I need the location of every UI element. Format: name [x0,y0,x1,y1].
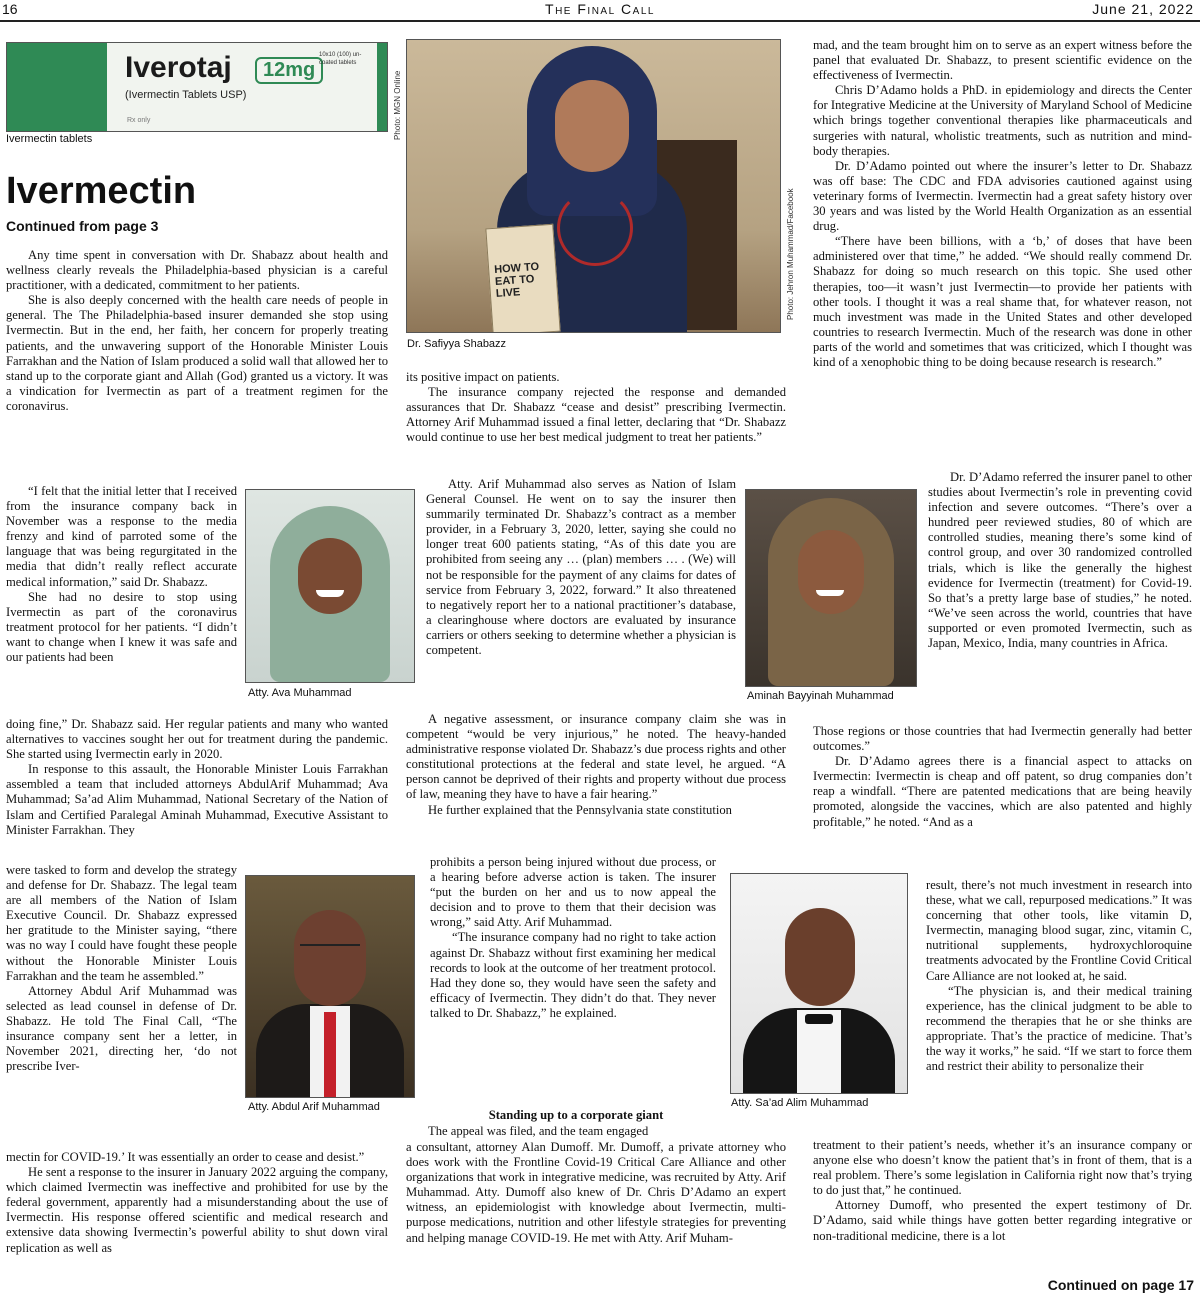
face [298,538,362,614]
paragraph: The appeal was filed, and the team engaged [428,1124,649,1138]
article-column-2-mid [406,712,786,818]
ivermectin-tablets-photo [6,42,388,132]
ava-muhammad-photo [245,489,415,683]
paragraph: a consultant, attorney Alan Dumoff. Mr. Dumoff, a private attorney who does work with the Frontline Covid-19 Critical Care Alliance and other organizations that work in integrative medicine, was recruited by Atty. Arif Muhammad. Atty. Dumoff also knew of Dr. Chris D’Adamo an expert witness, an epidemiologist with knowledge about Ivermectin, multi-purpose medications, nutrition and other lifestyle strategies for preventing and helping manage COVID-19. He met with Atty. Arif Muham- [406,1140,786,1245]
paragraph: Dr. D’Adamo referred the insurer panel to other studies about Ivermectin’s role in preventing covid infection and severe outcomes. “There’s over a hundred peer reviewed studies, 80 of which are controlled studies, meaning there’s some kind of control group, and over 30 randomized controlled trials, which is like the generally the highest evidence for Ivermectin (treatment) for Covid-19. So that’s a pretty large base of studies,” he noted. “We’ve seen across the world, countries that have supported or even promoted Ivermectin, such as Japan, Mexico, India, many countries in Africa. [928,470,1192,651]
headline: Ivermectin [6,170,197,212]
article-column-3-wrap-b [926,878,1192,1074]
pack-stripe [377,43,387,131]
face [785,908,855,1006]
paragraph: Attorney Dumoff, who presented the expert testimony of Dr. D’Adamo, said while things have gotten better regarding integrative or non-traditional medicine, there is a lot [813,1198,1192,1243]
paragraph: “The insurance company had no right to take action against Dr. Shabazz without first examining her medical records to look at the outcome of her treatment protocol. Had they done so, they would have seen the safety and efficacy of Ivermectin. They didn’t do that. They never talked to Dr. Shabazz,” he explained. [430,930,716,1020]
article-column-3-wrap-a [928,470,1192,651]
pack-count: 10x10 (100) un-coated tablets [319,52,362,66]
paragraph: The insurance company rejected the response and demanded assurances that Dr. Shabazz “cease and desist” prescribing Ivermectin. Attorney Arif Muhammad issued a final letter, declaring that “Dr. Shabazz would continue to use her best medical judgment to treat her patients.” [406,385,786,445]
dose-badge: 12mg [255,57,323,84]
tablets-photo-credit: Photo: MGN Online [393,70,402,140]
shabazz-caption: Dr. Safiyya Shabazz [407,338,507,350]
paragraph: She is also deeply concerned with the health care needs of people in general. The The Philadelphia-based insurer demanded she stop using Ivermectin. But in the end, her faith, her concern for properly treating patients, and the unwavering support of the Honorable Minister Louis Farrakhan and the Nation of Islam produced a solid wall that allowed her to stand up to the corporate giant and Allah (God) granted us a victory. It was a vindication for Ivermectin as part of a treatment regimen for the coronavirus. [6,293,388,413]
paragraph: Chris D’Adamo holds a PhD. in epidemiology and directs the Center for Integrative Medicine at the University of Maryland School of Medicine which brings together conventional therapies like pharmaceuticals and surgeries with natural, wholistic treatments, such as nutrition and mind-body therapies. [813,83,1192,158]
article-column-1-wrap-b [6,863,237,1074]
continued-on: Continued on page 17 [1047,1277,1194,1293]
paragraph: doing fine,” Dr. Shabazz said. Her regular patients and many who wanted alternatives to vaccines sought her out for treatment during the pandemic. She started using Ivermectin early in 2020. [6,717,388,762]
article-column-3-top [813,38,1192,370]
paragraph: “There have been billions, with a ‘b,’ of doses that have been administered over that time,” he added. “We should really commend Dr. Shabazz for doing so much research on this topic. She used other therapies, too—it wasn’t just Ivermectin—to provide her patients with other tools. I thought it was a real shame that, for whatever reason, not much investment was made in the United States and other developed countries to research Ivermectin. Much of the research was done in other parts of the world and sometimes that was criticized, which I thought was kind of a xenophobic thing to be doing because research is research.” [813,234,1192,369]
saad-caption: Atty. Sa’ad Alim Muhammad [731,1097,869,1109]
article-column-3-bottom [813,1138,1192,1244]
paragraph: its positive impact on patients. [406,370,560,384]
face [294,910,366,1006]
paragraph: treatment to their patient’s needs, whether it’s an insurance company or anyone else who doesn’t know the patient that’s in front of them, that is a real problem. There’s some legislation in California right now that’s trying to do just that,” he continued. [813,1138,1192,1198]
paragraph: In response to this assault, the Honorable Minister Louis Farrakhan assembled a team that included attorneys AbdulArif Muhammad; Ava Muhammad; Sa’ad Alim Muhammad, National Secretary of the Nation of Islam and Certified Paralegal Aminah Muhammad, Executive Assistant to Minister Farrakhan. They [6,762,388,837]
article-column-1-bottom [6,1150,388,1256]
paragraph: Those regions or those countries that had Ivermectin generally had better outcomes.” [813,724,1192,754]
product-name: (Ivermectin Tablets USP) [125,89,247,101]
article-column-3-mid [813,724,1192,830]
continued-from: Continued from page 3 [6,218,159,234]
abdul-arif-muhammad-photo [245,875,415,1098]
face [798,530,864,614]
smile [316,590,344,597]
paragraph: prohibits a person being injured without due process, or a hearing before adverse action is taken. The insurer “put the burden on her and us to now appeal the decision and to prove to them that their decision was wrong,” said Atty. Arif Muhammad. [430,855,716,930]
paragraph: Dr. D’Adamo pointed out where the insurer’s letter to Dr. Shabazz was off base: The CDC and FDA advisories cautioned against using veterinary forms of Ivermectin. Ivermectin had a great safety history over 30 years and was listed by the World Health Organization as an essential drug. [813,158,1192,234]
brand-name: Iverotaj [125,51,232,84]
publication-name: The Final Call [545,1,655,17]
article-column-2-bottom [406,1140,786,1246]
article-column-1-mid [6,717,388,838]
issue-date: June 21, 2022 [1092,1,1194,17]
ava-caption: Atty. Ava Muhammad [248,687,352,699]
article-column-1-top [6,248,388,414]
stethoscope [557,190,633,266]
paragraph: mad, and the team brought him on to serve as an expert witness before the panel that evaluated Dr. Shabazz, to present scientific evidence on the effectiveness of Ivermectin. [813,38,1192,83]
article-column-2-wrap-a [426,477,736,658]
article-column-2-top [406,370,786,445]
aminah-muhammad-photo [745,489,917,687]
paragraph: were tasked to form and develop the strategy and defense for Dr. Shabazz. The legal team are all members of the Nation of Islam Executive Council. Dr. Shabazz expressed her gratitude to the Minister saying, “there was no way I could have fought these people without the Honorable Minister Louis Farrakhan and the team he assembled.” [6,863,237,983]
smile [816,590,844,596]
subhead: Standing up to a corporate giant [488,1108,664,1122]
article-column-2-bottom-a [406,1124,726,1139]
bow-tie [805,1014,833,1024]
saad-alim-muhammad-photo [730,873,908,1094]
paragraph: She had no desire to stop using Ivermectin as part of the coronavirus treatment protocol for her patients. “I didn’t want to change when I knew it was safe and our patients had been [6,589,237,665]
abdul-caption: Atty. Abdul Arif Muhammad [248,1101,380,1113]
paragraph: “The physician is, and their medical training experience, has the clinical judgment to be able to recommend the therapies that he or she thinks are appropriate. That’s the practice of medicine. That’s the way it works,” he said. “If we start to force them and restrict their ability to personalize their [926,983,1192,1074]
paragraph: Any time spent in conversation with Dr. Shabazz about health and wellness clearly reveals the Philadelphia-based physician is a careful practitioner, with a dedicated, commitment to her patients. [6,248,388,293]
paragraph: “I felt that the initial letter that I received from the insurance company back in November was a response to the media frenzy and kind of parroted some of the language that was being regurgitated in the media that didn’t really reflect accurate medical information,” said Dr. Shabazz. [6,484,237,589]
article-column-1-wrap-a [6,484,237,665]
page-number: 16 [2,1,18,17]
tablets-caption: Ivermectin tablets [6,133,93,145]
paragraph: mectin for COVID-19.’ It was essentially an order to cease and desist.” [6,1150,365,1164]
paragraph: A negative assessment, or insurance company claim she was in competent “would be very injurious,” he noted. The heavy-handed administrative response violated Dr. Shabazz’s due process rights and other constitutional protections at the federal and state level, he argued. “A person cannot be deprived of their rights and property without due process of law, meaning they have to have a fair hearing.” [406,712,786,802]
shabazz-photo-credit: Photo: Jehron Muhammad/Facebook [786,188,795,320]
paragraph: He sent a response to the insurer in January 2022 arguing the company, which claimed Ivermectin was ineffective and prohibited for use by the federal government, apparently had a misunderstanding about the use of Ivermectin. His response offered scientific and medical research and extensive data showing Ivermectin’s powerful ability to shut down viral replication as well as [6,1165,388,1255]
article-column-2-wrap-b [430,855,716,1021]
red-tie [324,1012,336,1097]
glasses [300,944,360,958]
shabazz-photo [406,39,781,333]
paragraph: He further explained that the Pennsylvania state constitution [428,802,732,817]
paragraph: Attorney Abdul Arif Muhammad was selected as lead counsel in defense of Dr. Shabazz. He told The Final Call, “The insurance company sent her a letter, in November 2021, directing her, ‘do not prescribe Iver- [6,983,237,1074]
face [555,80,629,172]
paragraph: Dr. D’Adamo agrees there is a financial aspect to attacks on Ivermectin: Ivermectin is cheap and off patent, so drug companies don’t reap a windfall. “There are patented medications that are being heavily promoted, alongside the vaccines, which are also patented and highly profitable,” he noted. “And as a [813,754,1192,829]
aminah-caption: Aminah Bayyinah Muhammad [747,690,894,702]
page-header [0,0,1200,22]
rx-only: Rx only [127,117,151,124]
book-title: HOW TO EAT TO LIVE [493,260,540,300]
paragraph: result, there’s not much investment in research into these, what we call, repurposed medications.” It was concerning that other tools, like vitamin D, Ivermectin, managing blood sugar, zinc, vitamin C, nutritional supplements, hydroxychloroquine treatments advocated by the Frontline Covid Critical Care Alliance are not looked at, he said. [926,878,1192,983]
pack-side-band [7,43,107,131]
paragraph: Atty. Arif Muhammad also serves as Nation of Islam General Counsel. He went on to say the insurer then summarily terminated Dr. Shabazz’s contract as a member provider, in a February 3, 2020, letter, saying she could no longer treat 600 patients stating, “As of this date you are prohibited from seeing any … (plan) members … . (We) will not be responsible for the payment of any claims for dates of service from February 3, 2022, forward.” It also threatened to negatively report her to a national practitioner’s database, a clearinghouse where doctors are evaluated by insurance carriers or others seeking to determine whether a physician is competent. [426,477,736,658]
